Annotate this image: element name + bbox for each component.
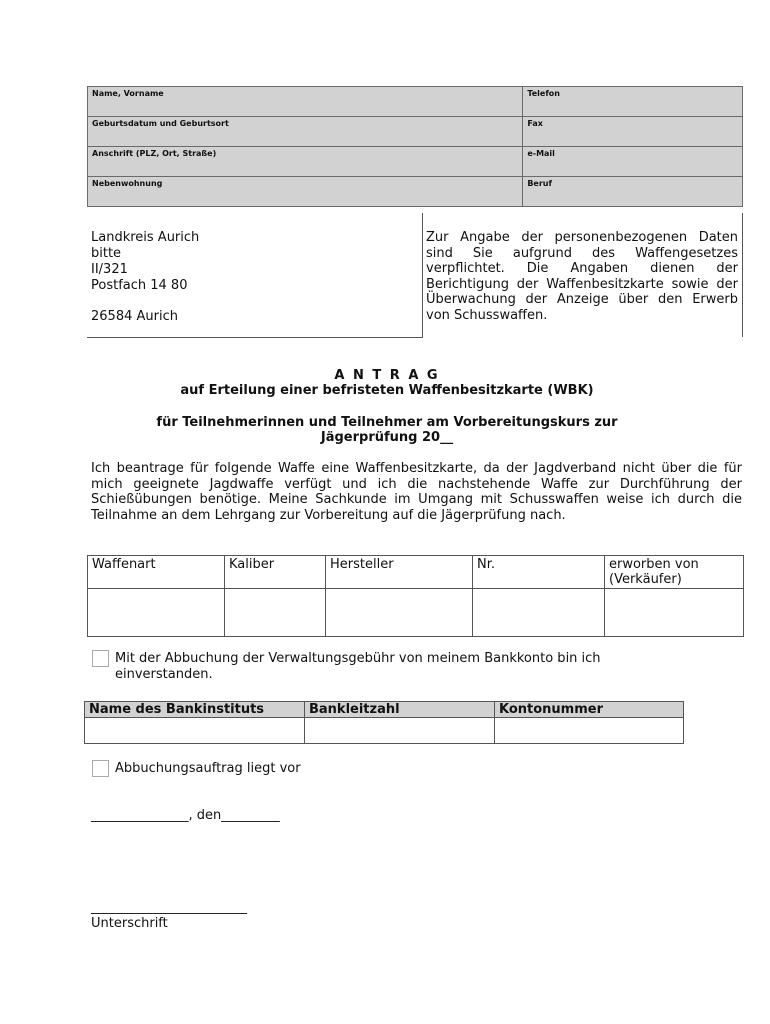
phone-label: Telefon (527, 89, 560, 98)
weapon-type-header: Waffenart (88, 556, 225, 589)
job-label: Beruf (527, 179, 552, 188)
caliber-header: Kaliber (225, 556, 326, 589)
page-subtitle: auf Erteilung einer befristeten Waffenbesitzkarte (WBK) (180, 383, 594, 398)
email-field[interactable] (523, 147, 743, 177)
signature-line[interactable]: ________________________ (91, 900, 247, 915)
bank-code-cell[interactable] (305, 718, 495, 744)
recipient-line: Landkreis Aurich (91, 230, 200, 245)
number-header: Nr. (473, 556, 605, 589)
seller-header: erworben von (Verkäufer) (605, 556, 744, 589)
manufacturer-header: Hersteller (326, 556, 473, 589)
place-date-line[interactable]: _______________, den_________ (91, 808, 280, 823)
debit-order-label: Abbuchungsauftrag liegt vor (115, 761, 301, 776)
recipient-line: Postfach 14 80 (91, 278, 188, 293)
job-field[interactable] (523, 177, 743, 207)
weapon-table (87, 555, 744, 637)
recipient-line: II/321 (91, 262, 128, 277)
fax-field[interactable] (523, 117, 743, 147)
seller-cell[interactable] (605, 589, 744, 637)
info-divider-vertical (742, 213, 743, 337)
fax-label: Fax (527, 119, 543, 128)
privacy-note: Zur Angabe der personenbezogenen Daten sind Sie aufgrund des Waffengesetzes verpflichtet. Die Angaben dienen der Berichtigung der Waffenbesitzkarte sowie der Überwachung der Anzeige über den Erwerb von Schusswaffen. (426, 230, 738, 323)
caliber-cell[interactable] (225, 589, 326, 637)
debit-consent-label: Mit der Abbuchung der Verwaltungsgebühr von meinem Bankkonto bin ich einverstanden. (115, 651, 601, 682)
name-label: Name, Vorname (92, 89, 164, 98)
birth-field[interactable] (88, 117, 523, 147)
birth-label: Geburtsdatum und Geburtsort (92, 119, 229, 128)
name-field[interactable] (88, 87, 523, 117)
second-residence-field[interactable] (88, 177, 523, 207)
address-divider-vertical (422, 213, 423, 337)
debit-order-checkbox[interactable] (92, 760, 109, 777)
number-cell[interactable] (473, 589, 605, 637)
recipient-address (91, 230, 199, 325)
request-text: Ich beantrage für folgende Waffe eine Waffenbesitzkarte, da der Jagdverband nicht über die für mich geeignete Jagdwaffe verfügt und ich die nachstehende Waffe zur Durchführung der Schießübungen benötige. Meine Sachkunde im Umgang mit Schusswaffen weise ich durch die Teilnahme an dem Lehrgang zur Vorbereitung auf die Jägerprüfung nach. (91, 461, 742, 523)
recipient-line: 26584 Aurich (91, 309, 178, 324)
signature-label: Unterschrift (91, 916, 168, 931)
bank-table (84, 701, 684, 744)
address-field[interactable] (88, 147, 523, 177)
manufacturer-cell[interactable] (326, 589, 473, 637)
account-number-cell[interactable] (495, 718, 684, 744)
phone-field[interactable] (523, 87, 743, 117)
debit-consent-checkbox[interactable] (92, 650, 109, 667)
email-label: e-Mail (527, 149, 555, 158)
bank-code-header: Bankleitzahl (305, 702, 495, 718)
address-divider (87, 337, 423, 338)
bank-name-header: Name des Bankinstituts (85, 702, 305, 718)
second-residence-label: Nebenwohnung (92, 179, 163, 188)
target-group-year: Jägerprüfung 20__ (320, 430, 454, 445)
target-group-line: für Teilnehmerinnen und Teilnehmer am Vorbereitungskurs zur (156, 415, 618, 430)
personal-data-table (87, 86, 743, 207)
recipient-line: bitte (91, 246, 122, 261)
weapon-type-cell[interactable] (88, 589, 225, 637)
account-number-header: Kontonummer (495, 702, 684, 718)
bank-name-cell[interactable] (85, 718, 305, 744)
page-title: A N T R A G (334, 368, 440, 383)
address-label: Anschrift (PLZ, Ort, Straße) (92, 149, 217, 158)
